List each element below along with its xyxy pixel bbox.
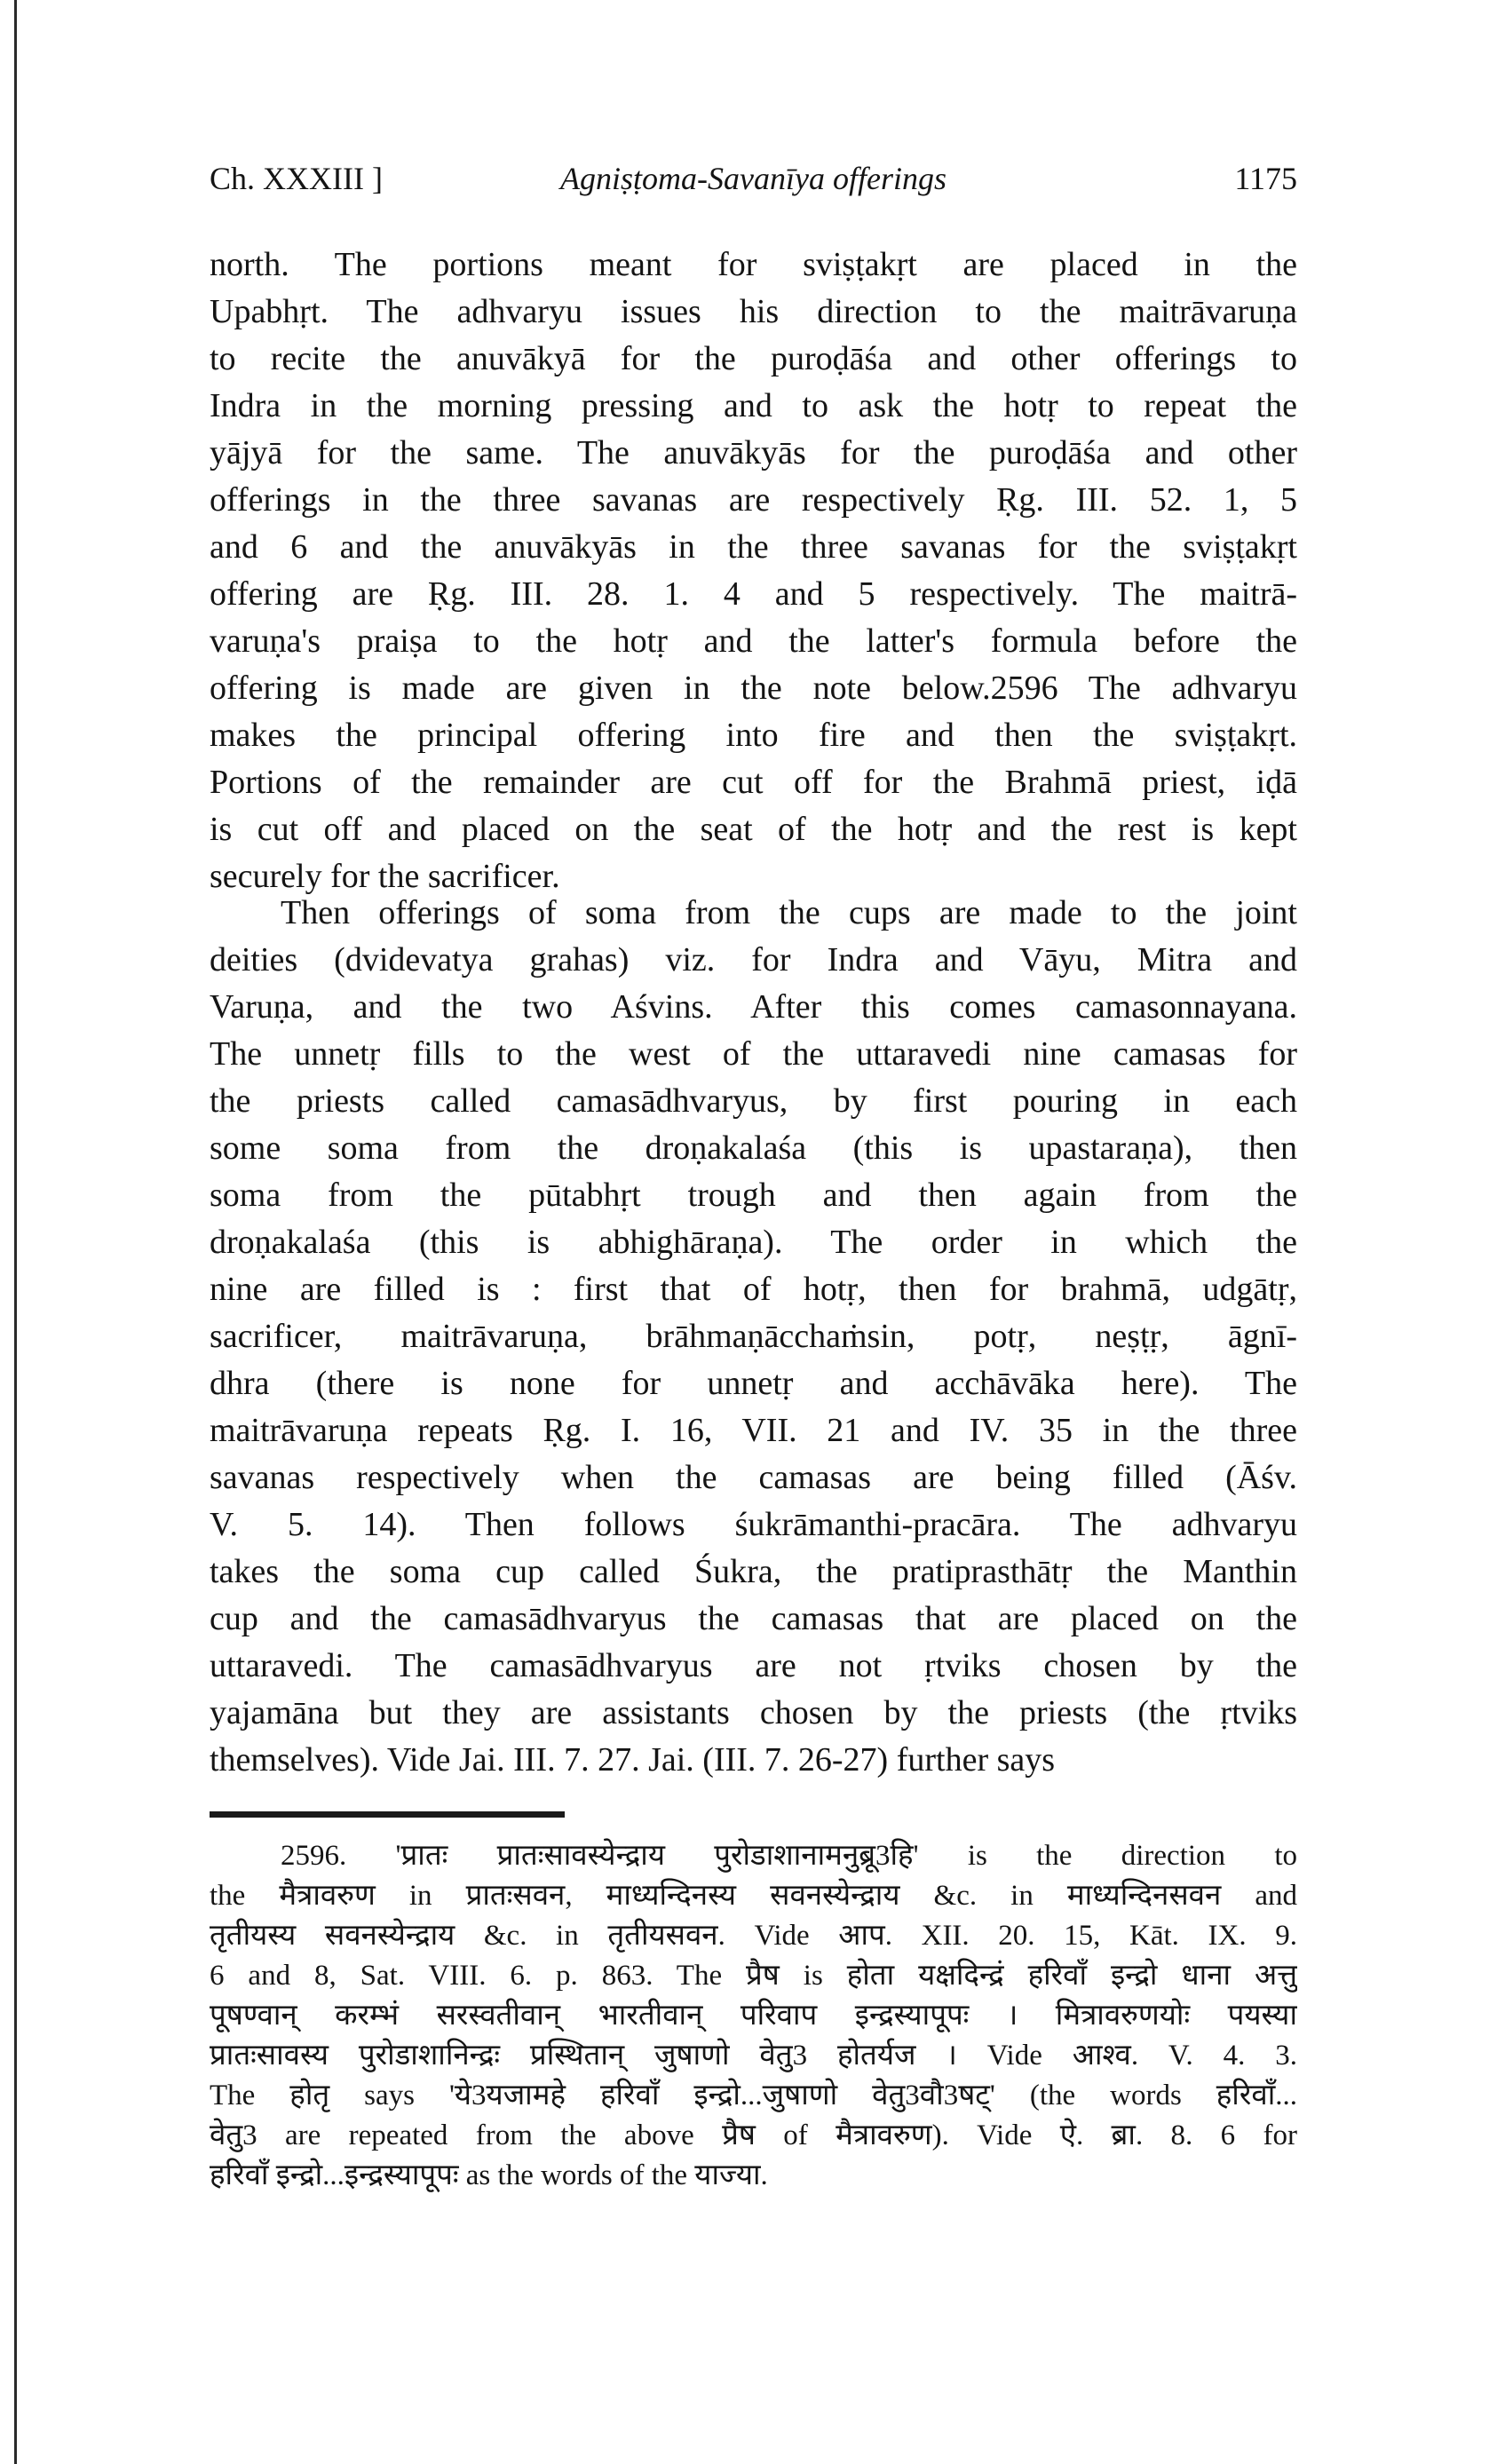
text-line: varuṇa's praiṣa to the hotṛ and the latter's formula before the — [210, 622, 1297, 660]
footnote-line: तृतीयस्य सवनस्येन्द्राय &c. in तृतीयसवन. Vide आप. XII. 20. 15, Kāt. IX. 9. — [210, 1920, 1297, 1952]
text-line: V. 5. 14). Then follows śukrāmanthi-pracāra. The adhvaryu — [210, 1506, 1297, 1543]
text-line: takes the soma cup called Śukra, the pratiprasthātṛ the Manthin — [210, 1553, 1297, 1590]
paragraph-soma-offerings — [210, 890, 1297, 1784]
text-line: droṇakalaśa (this is abhighāraṇa). The order in which the — [210, 1224, 1297, 1261]
text-line: Then offerings of soma from the cups are made to the joint — [281, 894, 1297, 931]
text-line: Portions of the remainder are cut off for the Brahmā priest, iḍā — [210, 764, 1297, 801]
text-line: savanas respectively when the camasas are being filled (Āśv. — [210, 1459, 1297, 1496]
text-line: maitrāvaruṇa repeats Ṛg. I. 16, VII. 21 and IV. 35 in the three — [210, 1412, 1297, 1449]
footnote-line: पूषण्वान् करम्भं सरस्वतीवान् भारतीवान् परिवाप इन्द्रस्यापूपः । मित्रावरुणयोः पयस्या — [210, 2000, 1297, 2032]
text-line: offering are Ṛg. III. 28. 1. 4 and 5 respectively. The maitrā- — [210, 575, 1297, 613]
footnote-line: 2596. 'प्रातः प्रातःसावस्येन्द्राय पुरोडाशानामनुब्रू3हि' is the direction to — [281, 1840, 1297, 1872]
footnote-line: प्रातःसावस्य पुरोडाशानिन्द्रः प्रस्थितान् जुषाणो वेतु3 होतर्यज । Vide आश्व. V. 4. 3. — [210, 2040, 1297, 2072]
paragraph-continuation — [210, 242, 1297, 900]
text-line: Upabhṛt. The adhvaryu issues his direction to the maitrāvaruṇa — [210, 293, 1297, 330]
text-line: cup and the camasādhvaryus the camasas that are placed on the — [210, 1600, 1297, 1637]
text-line: makes the principal offering into fire and then the sviṣṭakṛt. — [210, 717, 1297, 754]
running-header — [210, 160, 1297, 213]
text-line: offering is made are given in the note below.2596 The adhvaryu — [210, 669, 1297, 707]
text-line: The unnetṛ fills to the west of the uttaravedi nine camasas for — [210, 1035, 1297, 1073]
text-line: Varuṇa, and the two Aśvins. After this comes camasonnayana. — [210, 988, 1297, 1026]
footnote-separator — [210, 1811, 565, 1818]
footnote-line: The होतृ says 'ये3यजामहे हरिवाँ इन्द्रो...जुषाणो वेतु3वौ3षट्' (the words हरिवाँ... — [210, 2080, 1297, 2111]
page-number: 1175 — [1234, 161, 1297, 196]
text-line: some soma from the droṇakalaśa (this is upastaraṇa), then — [210, 1129, 1297, 1167]
running-title: Agniṣṭoma-Savanīya offerings — [560, 161, 946, 196]
text-line: to recite the anuvākyā for the puroḍāśa and other offerings to — [210, 340, 1297, 377]
text-line: dhra (there is none for unnetṛ and acchāvāka here). The — [210, 1365, 1297, 1402]
text-line: nine are filled is : first that of hotṛ, then for brahmā, udgātṛ, — [210, 1271, 1297, 1308]
footnote-line: हरिवाँ इन्द्रो...इन्द्रस्यापूपः as the words of the याज्या. — [210, 2159, 768, 2191]
text-line: uttaravedi. The camasādhvaryus are not ṛtviks chosen by the — [210, 1647, 1297, 1684]
text-line: soma from the pūtabhṛt trough and then again from the — [210, 1177, 1297, 1214]
text-line: yajamāna but they are assistants chosen by the priests (the ṛtviks — [210, 1694, 1297, 1731]
text-line: and 6 and the anuvākyās in the three savanas for the sviṣṭakṛt — [210, 528, 1297, 566]
text-line: north. The portions meant for sviṣṭakṛt are placed in the — [210, 246, 1297, 283]
text-line: deities (dvidevatya grahas) viz. for Indra and Vāyu, Mitra and — [210, 941, 1297, 978]
text-line: is cut off and placed on the seat of the hotṛ and the rest is kept — [210, 811, 1297, 848]
text-line: securely for the sacrificer. — [210, 858, 560, 895]
text-line: Indra in the morning pressing and to ask the hotṛ to repeat the — [210, 387, 1297, 424]
footnote-2596 — [210, 1836, 1297, 2196]
chapter-label: Ch. XXXIII ] — [210, 161, 383, 196]
page-edge-line — [14, 0, 17, 2464]
text-line: sacrificer, maitrāvaruṇa, brāhmaṇācchaṁsin, potṛ, neṣṭṛ, āgnī- — [210, 1318, 1297, 1355]
text-line: offerings in the three savanas are respectively Ṛg. III. 52. 1, 5 — [210, 481, 1297, 519]
text-line: themselves). Vide Jai. III. 7. 27. Jai. (III. 7. 26-27) further says — [210, 1741, 1056, 1779]
footnote-line: the मैत्रावरुण in प्रातःसवन, माध्यन्दिनस्य सवनस्येन्द्राय &c. in माध्यन्दिनसवन and — [210, 1880, 1297, 1912]
footnote-line: वेतु3 are repeated from the above प्रैष of मैत्रावरुण). Vide ऐ. ब्रा. 8. 6 for — [210, 2119, 1297, 2151]
text-line: yājyā for the same. The anuvākyās for the puroḍāśa and other — [210, 434, 1297, 471]
footnote-line: 6 and 8, Sat. VIII. 6. p. 863. The प्रैष is होता यक्षदिन्द्रं हरिवाँ इन्द्रो धाना अत्तु — [210, 1960, 1297, 1992]
text-line: the priests called camasādhvaryus, by first pouring in each — [210, 1082, 1297, 1120]
